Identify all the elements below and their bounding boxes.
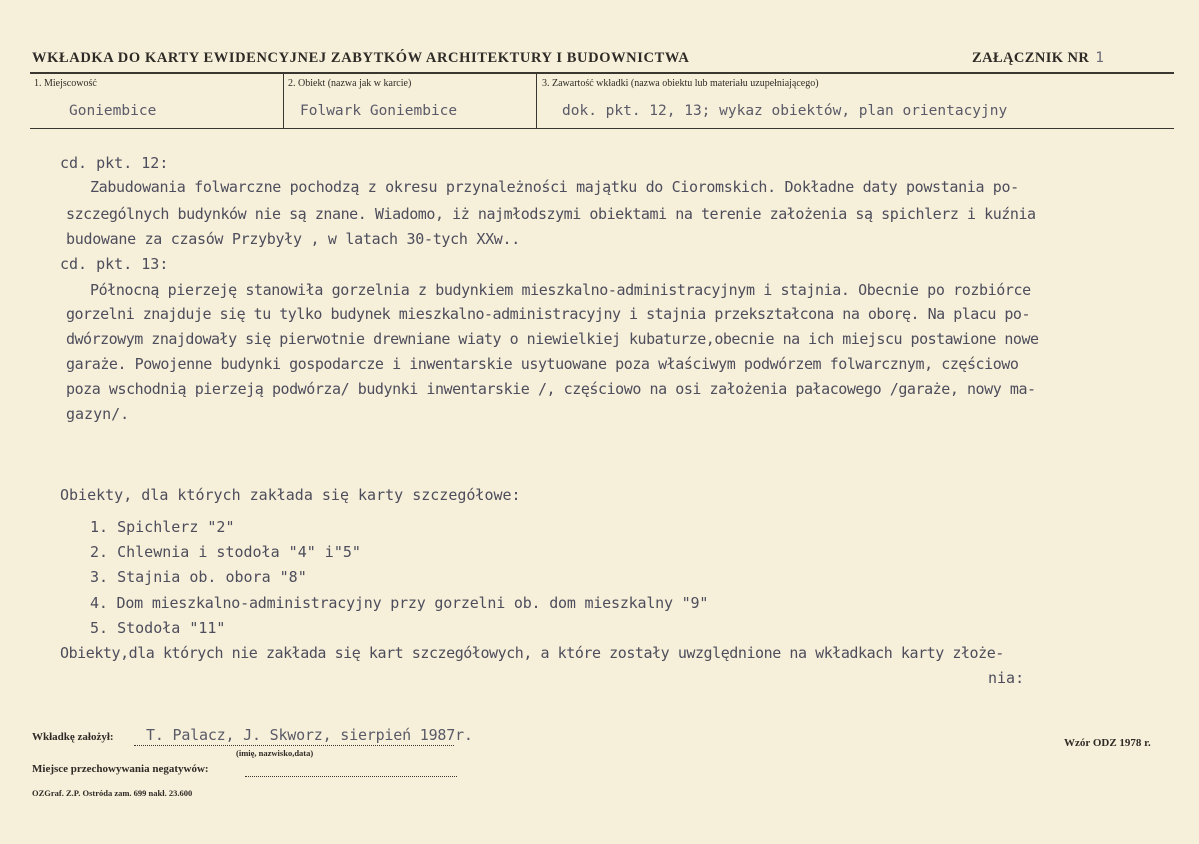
field-divider-1 <box>283 73 284 128</box>
list-intro: Obiekty, dla których zakłada się karty szczegółowe: <box>60 486 521 504</box>
list-item: 3. Stajnia ob. obora "8" <box>90 568 307 586</box>
object-value: Folwark Goniembice <box>300 103 458 119</box>
body-line: szczególnych budynków nie są znane. Wiadomo, iż najmłodszymi obiektami na terenie założenia są spichlerz i kuźnia <box>66 205 1036 223</box>
annex-label-text: ZAŁĄCZNIK NR <box>972 50 1090 66</box>
object-label: 2. Obiekt (nazwa jak w karcie) <box>288 78 412 89</box>
field-divider-2 <box>536 73 537 128</box>
header-rule-top <box>30 72 1174 74</box>
prepared-by-value: T. Palacz, J. Skworz, sierpień 1987r. <box>146 726 473 744</box>
storage-dots <box>245 776 457 777</box>
body-line: dwórzowym znajdowały się pierwotnie drewniane wiaty o niewielkiej kubaturze,obecnie na ich miejscu postawione nowe <box>66 330 1039 348</box>
body-line: cd. pkt. 13: <box>60 255 169 273</box>
body-line: poza wschodnią pierzeją podwórza/ budynki inwentarskie /, częściowo na osi założenia pałacowego /garaże, nowy ma- <box>66 380 1036 398</box>
print-info: OZGraf. Z.P. Ostróda zam. 699 nakł. 23.600 <box>32 788 193 798</box>
annex-number: 1 <box>1095 50 1105 66</box>
header-rule-bottom <box>30 128 1174 129</box>
form-title: WKŁADKA DO KARTY EWIDENCYJNEJ ZABYTKÓW ARCHITEKTURY I BUDOWNICTWA <box>32 50 690 66</box>
locality-value: Goniembice <box>69 103 157 119</box>
body-line: cd. pkt. 12: <box>60 154 169 172</box>
locality-label: 1. Miejscowość <box>34 78 97 89</box>
content-value: dok. pkt. 12, 13; wykaz obiektów, plan orientacyjny <box>562 103 1008 119</box>
list-outro: Obiekty,dla których nie zakłada się kart szczegółowych, a które zostały uwzględnione na wkładkach karty złoże- <box>60 644 1004 662</box>
body-line: Północną pierzeję stanowiła gorzelnia z budynkiem mieszkalno-administracyjnym i stajnia. Obecnie po rozbiórce <box>90 281 1031 299</box>
body-line: Zabudowania folwarczne pochodzą z okresu przynależności majątku do Cioromskich. Dokładne daty powstania po- <box>90 178 1019 196</box>
prepared-by-dots <box>134 745 454 746</box>
storage-label: Miejsce przechowywania negatywów: <box>32 763 209 775</box>
prepared-by-hint: (imię, nazwisko,data) <box>236 748 314 758</box>
form-code: Wzór ODZ 1978 r. <box>1064 737 1151 749</box>
list-item: 5. Stodoła "11" <box>90 619 226 637</box>
prepared-by-label: Wkładkę założył: <box>32 731 114 743</box>
body-line: gorzelni znajduje się tu tylko budynek mieszkalno-administracyjny i stajnia przekształcona na oborę. Na placu po- <box>66 305 1030 323</box>
list-item: 4. Dom mieszkalno-administracyjny przy gorzelni ob. dom mieszkalny "9" <box>90 594 709 612</box>
list-item: 1. Spichlerz "2" <box>90 518 235 536</box>
body-line: garaże. Powojenne budynki gospodarcze i inwentarskie usytuowane poza właściwym podwórzem folwarcznym, częściowo <box>66 355 1019 373</box>
list-outro-continued: nia: <box>988 669 1025 687</box>
content-label: 3. Zawartość wkładki (nazwa obiektu lub materiału uzupełniającego) <box>542 78 819 89</box>
body-line: budowane za czasów Przybyły , w latach 30-tych XXw.. <box>66 230 521 248</box>
body-line: gazyn/. <box>66 405 130 423</box>
annex-label <box>972 50 1104 67</box>
list-item: 2. Chlewnia i stodoła "4" i"5" <box>90 543 361 561</box>
